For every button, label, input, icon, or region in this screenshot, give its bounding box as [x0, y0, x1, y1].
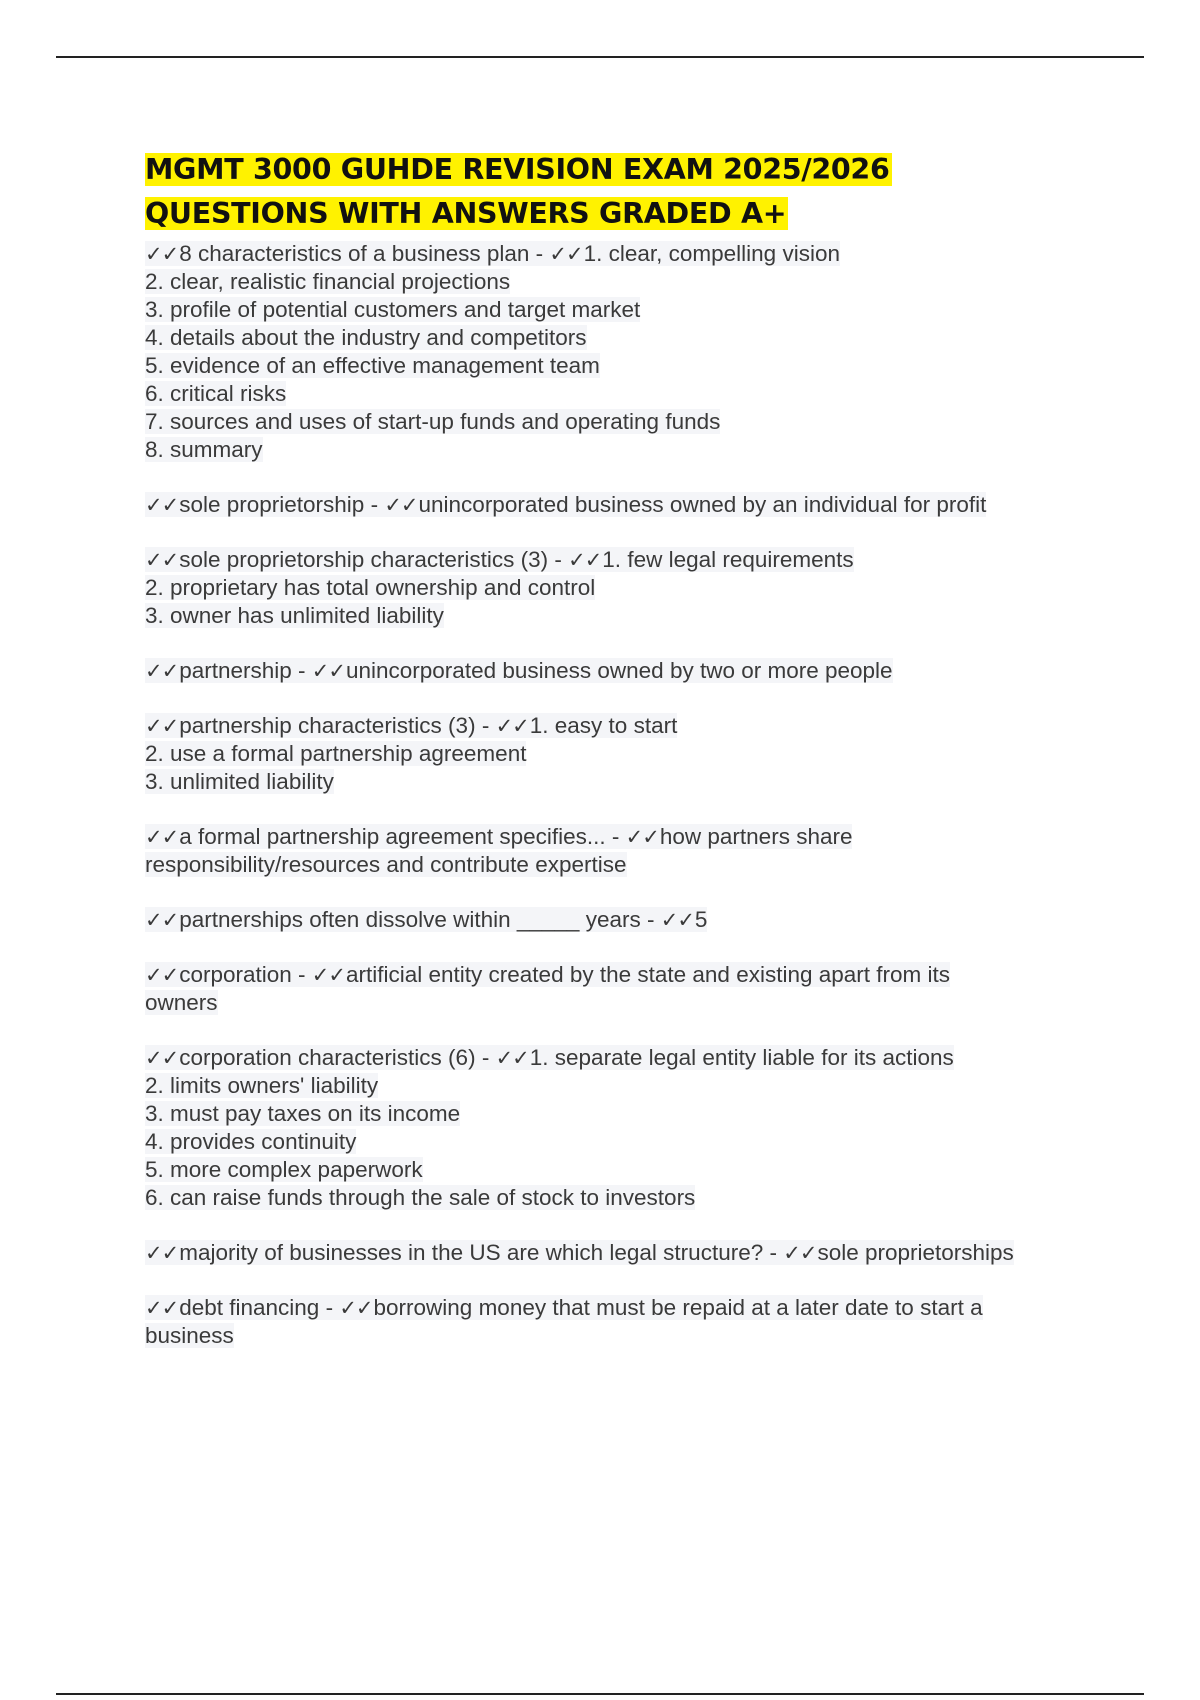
- title-line-1: MGMT 3000 GUHDE REVISION EXAM 2025/2026: [145, 153, 890, 186]
- qa-item: ✓✓partnership characteristics (3) - ✓✓1. easy to start 2. use a formal partnership agreement 3. unlimited liability: [145, 713, 678, 794]
- check-icon: ✓✓: [145, 493, 179, 517]
- qa-answer-line: 3. unlimited liability: [145, 769, 334, 794]
- qa-item: ✓✓a formal partnership agreement specifies... - ✓✓how partners share responsibility/resources and contribute expertise: [145, 824, 853, 877]
- qa-answer: unincorporated business owned by an individual for profit: [418, 492, 987, 517]
- qa-answer-line: 3. owner has unlimited liability: [145, 603, 444, 628]
- qa-answer-line: 6. can raise funds through the sale of stock to investors: [145, 1185, 696, 1210]
- bottom-rule: [56, 1693, 1144, 1695]
- qa-item: ✓✓corporation characteristics (6) - ✓✓1. separate legal entity liable for its actions 2. limits owners' liability 3. must pay taxes on its income 4. provides continuity 5. more complex paperwork 6. can raise funds through the sale of stock to investors: [145, 1045, 954, 1210]
- qa-answer-line: 2. clear, realistic financial projections: [145, 269, 511, 294]
- qa-term: a formal partnership agreement specifies...: [179, 824, 606, 849]
- qa-answer-line: 8. summary: [145, 437, 263, 462]
- qa-term: sole proprietorship: [179, 492, 365, 517]
- qa-list: [145, 240, 1105, 1350]
- check-icon: ✓✓: [384, 493, 418, 517]
- qa-answer: 1. separate legal entity liable for its actions: [529, 1045, 954, 1070]
- check-icon: ✓✓: [145, 1046, 179, 1070]
- check-icon: ✓✓: [495, 1046, 529, 1070]
- check-icon: ✓✓: [660, 908, 694, 932]
- qa-term: debt financing: [179, 1295, 320, 1320]
- qa-answer-line: 6. critical risks: [145, 381, 287, 406]
- qa-answer: unincorporated business owned by two or more people: [345, 658, 893, 683]
- check-icon: ✓✓: [625, 825, 659, 849]
- qa-answer: borrowing money that must be repaid at a later date to start a: [373, 1295, 983, 1320]
- qa-item: ✓✓corporation - ✓✓artificial entity created by the state and existing apart from its owners: [145, 962, 951, 1015]
- qa-item: ✓✓partnerships often dissolve within _____ years - ✓✓5: [145, 907, 708, 932]
- qa-answer-line: business: [145, 1323, 234, 1348]
- qa-answer: 1. clear, compelling vision: [583, 241, 840, 266]
- qa-answer-line: 5. more complex paperwork: [145, 1157, 423, 1182]
- check-icon: ✓✓: [145, 659, 179, 683]
- top-rule: [56, 56, 1144, 58]
- qa-answer-line: 4. details about the industry and competitors: [145, 325, 587, 350]
- qa-term: corporation characteristics (6): [179, 1045, 476, 1070]
- qa-term: partnerships often dissolve within _____ years: [179, 907, 641, 932]
- qa-term: majority of businesses in the US are which legal structure?: [179, 1240, 764, 1265]
- check-icon: ✓✓: [145, 963, 179, 987]
- qa-answer-line: 4. provides continuity: [145, 1129, 357, 1154]
- qa-answer-line: 2. proprietary has total ownership and control: [145, 575, 596, 600]
- qa-term: partnership: [179, 658, 292, 683]
- check-icon: ✓✓: [145, 908, 179, 932]
- qa-term: partnership characteristics (3): [179, 713, 476, 738]
- check-icon: ✓✓: [549, 242, 583, 266]
- qa-item: ✓✓sole proprietorship - ✓✓unincorporated business owned by an individual for profit: [145, 492, 987, 517]
- check-icon: ✓✓: [145, 825, 179, 849]
- qa-answer-line: owners: [145, 990, 218, 1015]
- qa-answer: how partners share: [659, 824, 853, 849]
- title-line-2: QUESTIONS WITH ANSWERS GRADED A+: [145, 197, 787, 230]
- check-icon: ✓✓: [145, 242, 179, 266]
- qa-answer-line: 5. evidence of an effective management team: [145, 353, 600, 378]
- qa-answer: 5: [694, 907, 708, 932]
- check-icon: ✓✓: [145, 714, 179, 738]
- check-icon: ✓✓: [495, 714, 529, 738]
- qa-item: ✓✓debt financing - ✓✓borrowing money that must be repaid at a later date to start a business: [145, 1295, 983, 1348]
- check-icon: ✓✓: [568, 548, 602, 572]
- qa-item: ✓✓majority of businesses in the US are which legal structure? - ✓✓sole proprietorships: [145, 1240, 1014, 1265]
- check-icon: ✓✓: [311, 659, 345, 683]
- qa-term: sole proprietorship characteristics (3): [179, 547, 549, 572]
- check-icon: ✓✓: [311, 963, 345, 987]
- qa-answer-line: responsibility/resources and contribute expertise: [145, 852, 627, 877]
- document-body: [145, 148, 1105, 1377]
- qa-item: ✓✓8 characteristics of a business plan - ✓✓1. clear, compelling vision 2. clear, realistic financial projections 3. profile of potential customers and target market 4. details about the industry and competitors 5. evidence of an effective management team 6. critical risks 7. sources and uses of start-up funds and operating funds 8. summary: [145, 241, 840, 462]
- qa-answer: 1. few legal requirements: [602, 547, 854, 572]
- qa-answer-line: 2. limits owners' liability: [145, 1073, 379, 1098]
- check-icon: ✓✓: [145, 548, 179, 572]
- check-icon: ✓✓: [145, 1296, 179, 1320]
- qa-answer: 1. easy to start: [529, 713, 678, 738]
- qa-term: 8 characteristics of a business plan: [179, 241, 530, 266]
- qa-answer-line: 3. profile of potential customers and target market: [145, 297, 641, 322]
- qa-term: corporation: [179, 962, 292, 987]
- qa-answer-line: 3. must pay taxes on its income: [145, 1101, 461, 1126]
- qa-answer: artificial entity created by the state and existing apart from its: [345, 962, 951, 987]
- document-title: [145, 148, 1105, 236]
- check-icon: ✓✓: [145, 1241, 179, 1265]
- check-icon: ✓✓: [339, 1296, 373, 1320]
- qa-answer-line: 2. use a formal partnership agreement: [145, 741, 527, 766]
- qa-item: ✓✓partnership - ✓✓unincorporated business owned by two or more people: [145, 658, 893, 683]
- check-icon: ✓✓: [783, 1241, 817, 1265]
- qa-answer: sole proprietorships: [817, 1240, 1014, 1265]
- qa-item: ✓✓sole proprietorship characteristics (3) - ✓✓1. few legal requirements 2. proprietary has total ownership and control 3. owner has unlimited liability: [145, 547, 854, 628]
- qa-answer-line: 7. sources and uses of start-up funds and operating funds: [145, 409, 721, 434]
